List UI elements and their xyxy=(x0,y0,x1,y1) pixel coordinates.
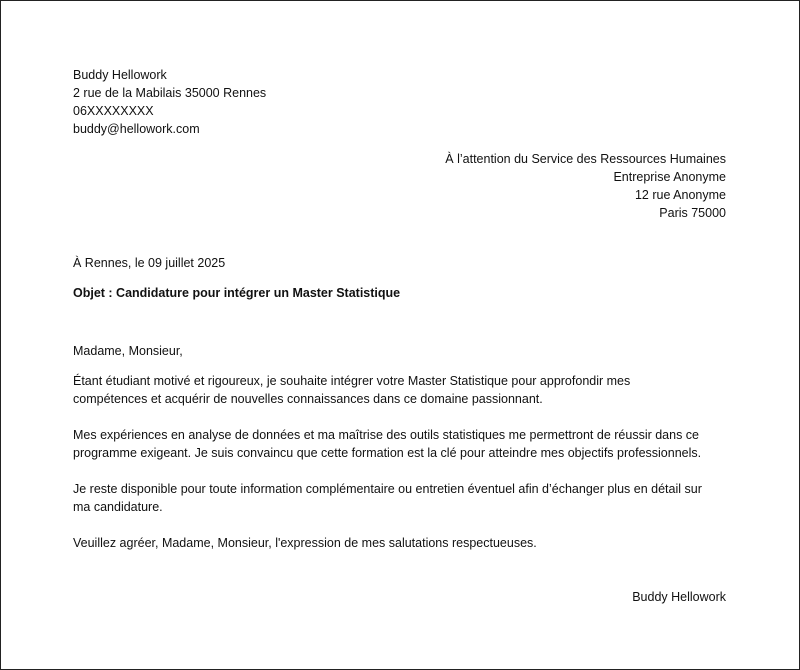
sender-email: buddy@hellowork.com xyxy=(73,122,200,136)
recipient-attention: À l’attention du Service des Ressources Humaines xyxy=(445,152,726,166)
sender-name: Buddy Hellowork xyxy=(73,68,167,82)
paragraph-2-line-2: programme exigeant. Je suis convaincu que cette formation est la clé pour atteindre mes objectifs professionnels. xyxy=(73,446,702,460)
paragraph-3-line-2: ma candidature. xyxy=(73,500,163,514)
recipient-company: Entreprise Anonyme xyxy=(613,170,726,184)
paragraph-2-line-1: Mes expériences en analyse de données et ma maîtrise des outils statistiques me permettront de réussir dans ce xyxy=(73,428,700,442)
signature: Buddy Hellowork xyxy=(632,590,726,604)
recipient-city: Paris 75000 xyxy=(659,206,726,220)
recipient-street: 12 rue Anonyme xyxy=(634,188,726,202)
subject-line: Objet : Candidature pour intégrer un Master Statistique xyxy=(73,286,401,300)
salutation: Madame, Monsieur, xyxy=(73,344,183,358)
place-date: À Rennes, le 09 juillet 2025 xyxy=(73,256,226,270)
paragraph-3-line-1: Je reste disponible pour toute information complémentaire ou entretien éventuel afin d’échanger plus en détail sur xyxy=(73,482,702,496)
sender-phone: 06XXXXXXXX xyxy=(73,104,154,118)
paragraph-1-line-1: Étant étudiant motivé et rigoureux, je souhaite intégrer votre Master Statistique pour approfondir mes xyxy=(73,374,631,388)
paragraph-4-line-1: Veuillez agréer, Madame, Monsieur, l'expression de mes salutations respectueuses. xyxy=(73,536,537,550)
sender-address: 2 rue de la Mabilais 35000 Rennes xyxy=(73,86,267,100)
paragraph-1-line-2: compétences et acquérir de nouvelles connaissances dans ce domaine passionnant. xyxy=(73,392,543,406)
